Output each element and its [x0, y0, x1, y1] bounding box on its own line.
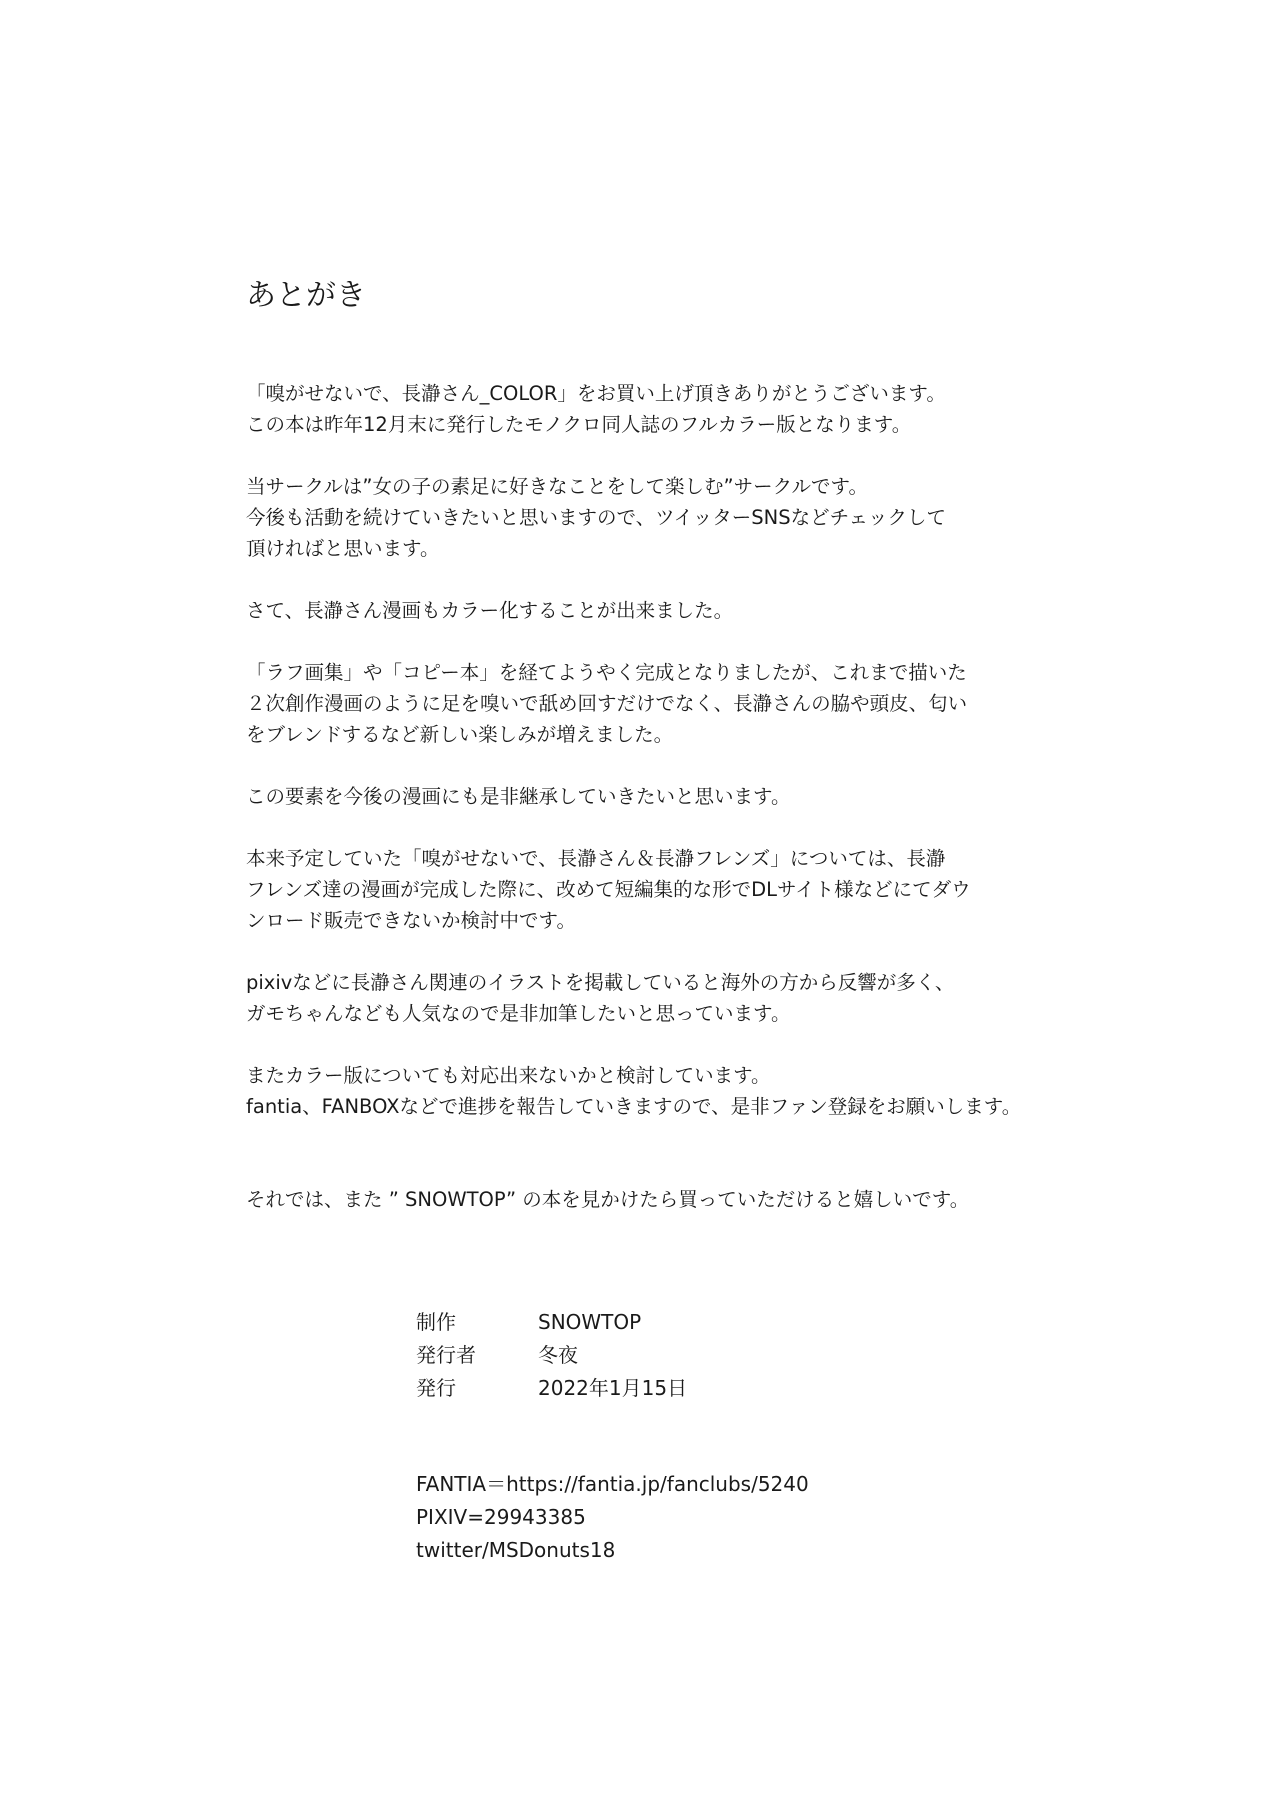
text-line: 「嗅がせないで、長瀞さん_COLOR」をお買い上げ頂きありがとうございます。 [246, 382, 946, 405]
text-line: 当サークルは”女の子の素足に好きなことをして楽しむ”サークルです。 [246, 475, 868, 498]
colophon-row-production [416, 1306, 687, 1339]
text-line: 「ラフ画集」や「コピー本」を経てようやく完成となりましたが、これまで描いた [246, 661, 967, 684]
text-line: それでは、また ” SNOWTOP” の本を見かけたら買っていただけると嬉しいです。 [246, 1188, 970, 1211]
text-line: フレンズ達の漫画が完成した際に、改めて短編集的な形でDLサイト様などにてダウ [246, 878, 971, 901]
text-line: さて、長瀞さん漫画もカラー化することが出来ました。 [246, 599, 734, 622]
colophon [416, 1306, 687, 1405]
text-line: fantia、FANBOXなどで進捗を報告していきますので、是非ファン登録をお願いします。 [246, 1095, 1022, 1118]
paragraph-elements [246, 781, 1206, 812]
paragraph-thanks [246, 378, 1206, 440]
colophon-label: 発行 [416, 1376, 456, 1400]
text-line: をブレンドするなど新しい楽しみが増えました。 [246, 723, 674, 746]
afterword-body [246, 378, 1206, 1246]
colophon-value: 2022年1月15日 [538, 1376, 688, 1400]
page-title: あとがき [246, 278, 366, 313]
text-line: ガモちゃんなども人気なので是非加筆したいと思っています。 [246, 1002, 791, 1025]
text-line: またカラー版についても対応出来ないかと検討しています。 [246, 1064, 771, 1087]
text-line: 本来予定していた「嗅がせないで、長瀞さん＆長瀞フレンズ」については、長瀞 [246, 847, 946, 870]
paragraph-color [246, 595, 1206, 626]
colophon-row-publisher [416, 1339, 687, 1372]
paragraph-closing [246, 1184, 1206, 1215]
text-line: この要素を今後の漫画にも是非継承していきたいと思います。 [246, 785, 791, 808]
text-line: pixivなどに長瀞さん関連のイラストを掲載していると海外の方から反響が多く、 [246, 971, 955, 994]
paragraph-plans [246, 843, 1206, 936]
contact-links [416, 1468, 809, 1567]
colophon-row-date [416, 1372, 687, 1405]
colophon-label: 発行者 [416, 1343, 476, 1367]
text-line: 今後も活動を続けていきたいと思いますので、ツイッターSNSなどチェックして [246, 506, 947, 529]
paragraph-completion [246, 657, 1206, 750]
colophon-value: SNOWTOP [538, 1310, 642, 1334]
paragraph-pixiv [246, 967, 1206, 1029]
colophon-label: 制作 [416, 1310, 456, 1334]
text-line: この本は昨年12月末に発行したモノクロ同人誌のフルカラー版となります。 [246, 413, 912, 436]
text-line: 頂ければと思います。 [246, 537, 440, 560]
twitter-handle: twitter/MSDonuts18 [416, 1538, 616, 1562]
text-line: ２次創作漫画のように足を嗅いで舐め回すだけでなく、長瀞さんの脇や頭皮、匂い [246, 692, 968, 715]
fantia-link: FANTIA＝https://fantia.jp/fanclubs/5240 [416, 1472, 809, 1496]
text-line: ンロード販売できないか検討中です。 [246, 909, 576, 932]
pixiv-id: PIXIV=29943385 [416, 1505, 586, 1529]
paragraph-circle [246, 471, 1206, 564]
paragraph-fantia [246, 1060, 1206, 1122]
colophon-value: 冬夜 [538, 1343, 578, 1367]
